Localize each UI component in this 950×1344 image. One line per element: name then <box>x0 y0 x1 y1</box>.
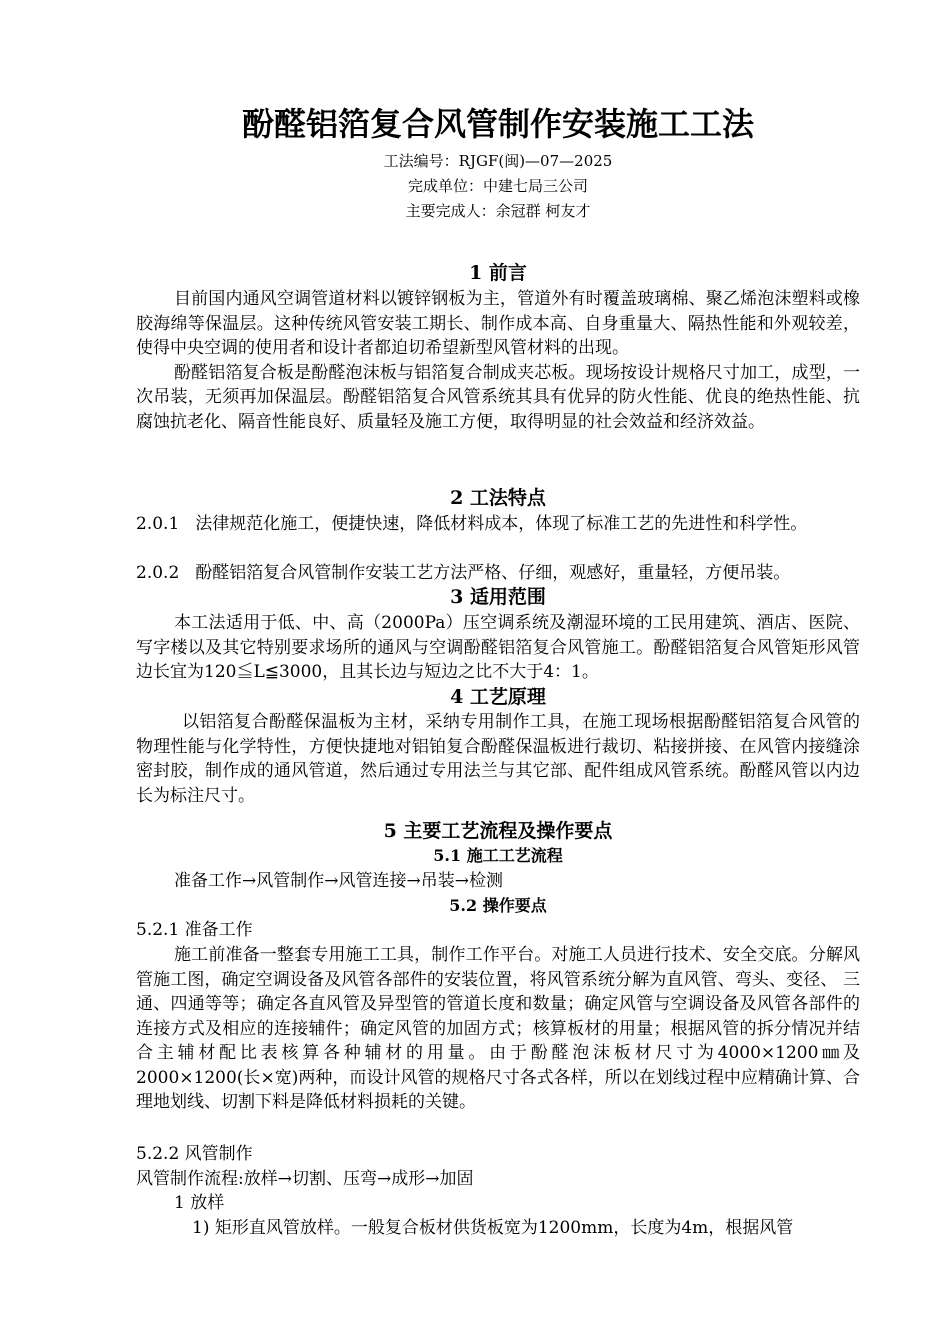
section-1-paragraph-1: 目前国内通风空调管道材料以镀锌钢板为主，管道外有时覆盖玻璃棉、聚乙烯泡沫塑料或橡胶海绵等保温层。这种传统风管安装工期长、制作成本高、自身重量大、隔热性能和外观较差，使得中央空调的使用者和设计者都迫切希望新型风管材料的出现。 <box>136 289 860 358</box>
construction-flow: 准备工作→风管制作→风管连接→吊装→检测 <box>174 871 503 891</box>
item-number: 2.0.1 <box>136 514 180 534</box>
section-5-2-heading: 5.2 操作要点 <box>449 896 547 915</box>
section-1-heading: 1 前言 <box>469 262 527 284</box>
duct-flow: 风管制作流程:放样→切割、压弯→成形→加固 <box>136 1169 474 1189</box>
method-code: 工法编号：RJGF(闽)—07—2025 <box>383 152 613 170</box>
section-5-heading: 5 主要工艺流程及操作要点 <box>383 820 613 842</box>
section-3-paragraph-1: 本工法适用于低、中、高（2000Pa）压空调系统及潮湿环境的工民用建筑、酒店、医院、写字楼以及其它特别要求场所的通风与空调酚醛铝箔复合风管施工。酚醛铝箔复合风管矩形风管边长宜为120≦L≦3000，且其长边与短边之比不大于4：1。 <box>136 613 860 682</box>
section-4-paragraph-1: 以铝箔复合酚醛保温板为主材，采纳专用制作工具，在施工现场根据酚醛铝箔复合风管的物理性能与化学特性，方便快捷地对铝铂复合酚醛保温板进行裁切、粘接拼接、在风管内接缝涂密封胶，制作成的通风管道，然后通过专用法兰与其它部、配件组成风管系统。酚醛风管以内边长为标注尺寸。 <box>136 712 860 806</box>
section-5-2-1-heading: 5.2.1 准备工作 <box>136 920 253 940</box>
section-5-2-1-body <box>136 943 860 1115</box>
section-2-heading: 2 工法特点 <box>450 487 546 509</box>
section-2-item-2 <box>136 561 876 586</box>
section-1-paragraph-2: 酚醛铝箔复合板是酚醛泡沫板与铝箔复合制成夹芯板。现场按设计规格尺寸加工，成型，一次吊装，无须再加保温层。酚醛铝箔复合风管系统其具有优异的防火性能、优良的绝热性能、抗腐蚀抗老化、隔音性能良好、质量轻及施工方便，取得明显的社会效益和经济效益。 <box>136 362 860 432</box>
section-3-heading: 3 适用范围 <box>450 586 546 608</box>
section-1-body <box>136 287 860 434</box>
section-5-1-heading: 5.1 施工工艺流程 <box>433 846 563 865</box>
step-1-lofting: 1 放样 <box>174 1193 225 1213</box>
step-1-1-rect-duct: 1) 矩形直风管放样。一般复合板材供货板宽为1200mm，长度为4m，根据风管 <box>192 1218 794 1238</box>
item-text: 法律规范化施工，便捷快速，降低材料成本，体现了标准工艺的先进性和科学性。 <box>195 514 808 534</box>
section-4-body <box>136 710 860 808</box>
document-title: 酚醛铝箔复合风管制作安装施工工法 <box>241 105 754 143</box>
section-5-2-1-paragraph: 施工前准备一整套专用施工工具，制作工作平台。对施工人员进行技术、安全交底。分解风管施工图，确定空调设备及风管各部件的安装位置，将风管系统分解为直风管、弯头、变径、 三通、四通等等；确定各直风管及异型管的管道长度和数量；确定风管与空调设备及风管各部件的连接方式及相应的连接辅件；确定风管的加固方式；核算板材的用量；根据风管的拆分情况并结合主辅材配比表核算各种辅材的用量。由于酚醛泡沫板材尺寸为4000×1200㎜及2000×1200(长×宽)两种，而设计风管的规格尺寸各式各样，所以在划线过程中应精确计算、合理地划线、切割下料是降低材料损耗的关键。 <box>136 945 860 1112</box>
section-4-heading: 4 工艺原理 <box>450 686 546 708</box>
main-authors: 主要完成人：余冠群 柯友才 <box>405 202 591 220</box>
item-text: 酚醛铝箔复合风管制作安装工艺方法严格、仔细，观感好，重量轻，方便吊装。 <box>195 563 791 583</box>
section-3-body <box>136 611 860 685</box>
section-5-2-2-heading: 5.2.2 风管制作 <box>136 1144 253 1164</box>
item-number: 2.0.2 <box>136 563 180 583</box>
completion-unit: 完成单位：中建七局三公司 <box>407 177 588 195</box>
section-2-item-1 <box>136 512 860 537</box>
